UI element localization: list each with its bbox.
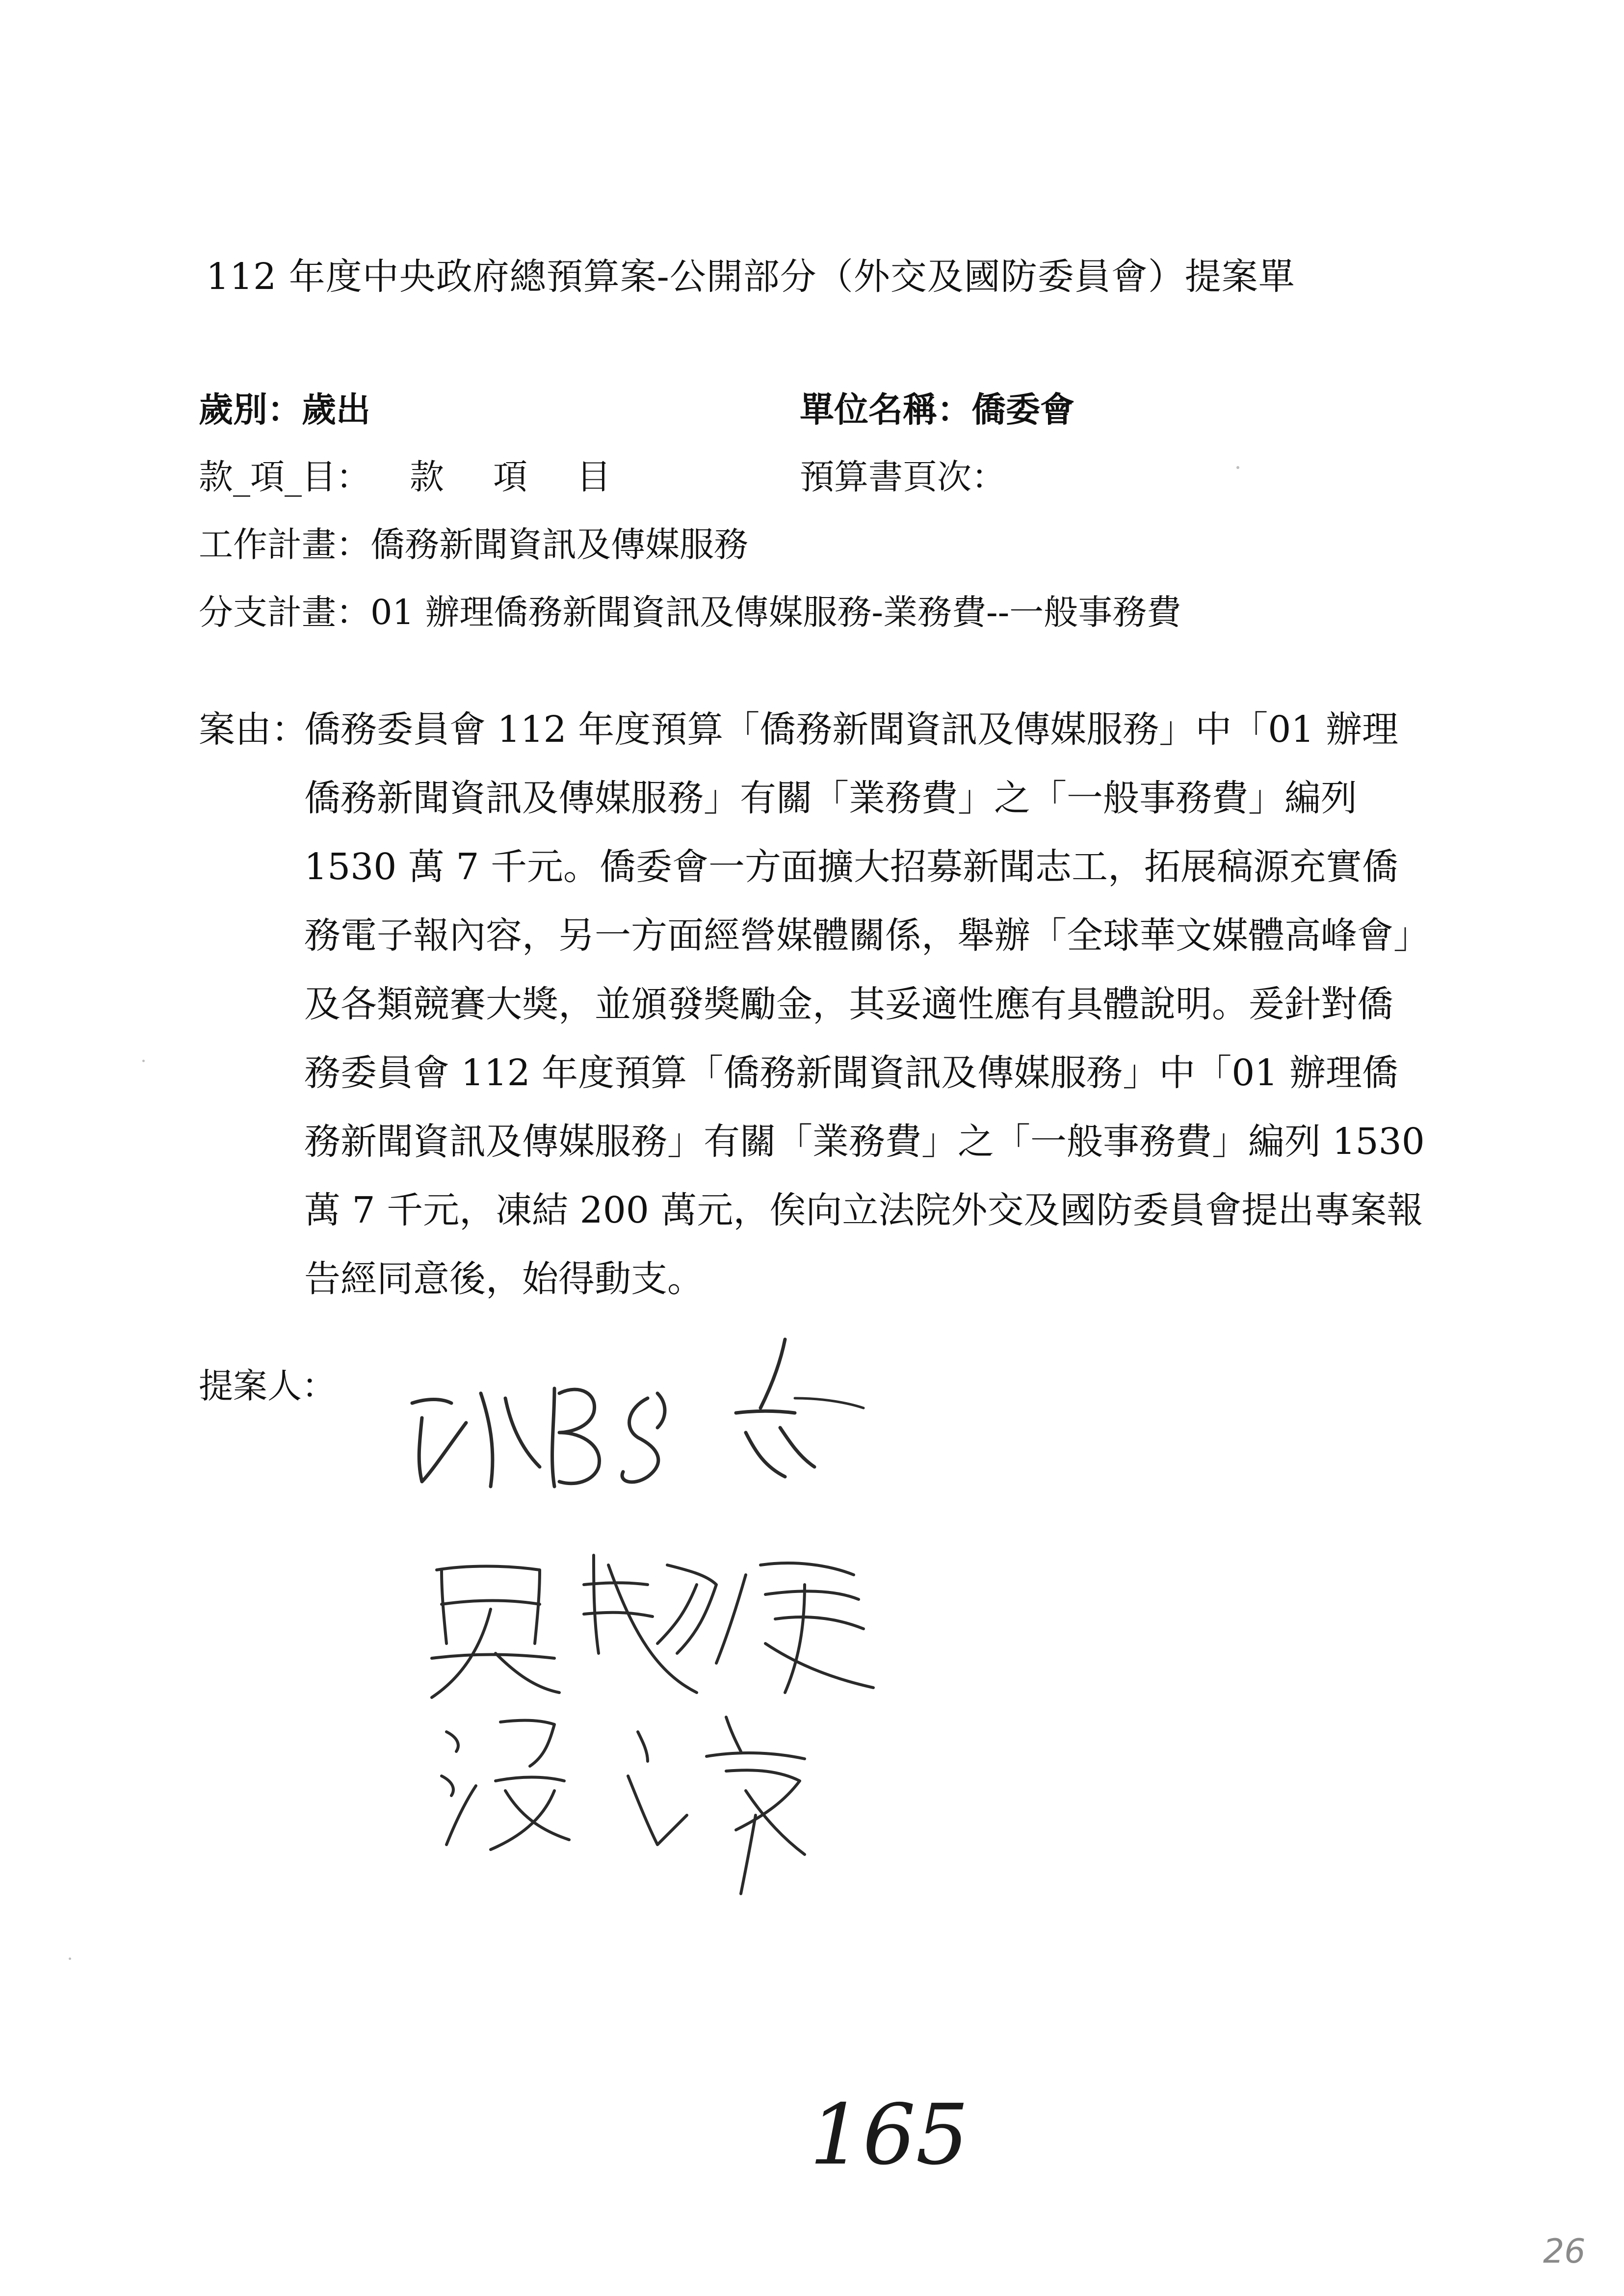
work-plan-field: 工作計畫：僑務新聞資訊及傳媒服務 [199, 524, 748, 565]
signature-2 [422, 1536, 893, 1702]
section-label: 款_項_目： [199, 457, 370, 497]
reason-line: 務新聞資訊及傳媒服務」有關「業務費」之「一般事務費」編列 1530 [304, 1121, 1425, 1163]
section-value-xiang: 項 [493, 457, 527, 497]
unit-name-field: 單位名稱：僑委會 [800, 390, 1074, 430]
reason-line: 僑務委員會 112 年度預算「僑務新聞資訊及傳媒服務」中「01 辦理 [304, 708, 1398, 751]
document-title: 112 年度中央政府總預算案-公開部分（外交及國防委員會）提案單 [206, 256, 1295, 298]
reason-label: 案由： [199, 708, 308, 751]
category-field: 歲別：歲出 [199, 390, 370, 430]
proposer-label: 提案人： [199, 1366, 336, 1406]
scan-speck [142, 1060, 145, 1062]
reason-line: 萬 7 千元，凍結 200 萬元，俟向立法院外交及國防委員會提出專案報 [304, 1189, 1423, 1231]
section-value-mu: 目 [576, 457, 611, 497]
budget-page-field: 預算書頁次： [800, 457, 1006, 497]
reason-line: 僑務新聞資訊及傳媒服務」有關「業務費」之「一般事務費」編列 [304, 777, 1357, 819]
sub-plan-field: 分支計畫：01 辦理僑務新聞資訊及傳媒服務-業務費--一般事務費 [199, 592, 1181, 632]
scan-speck [1236, 466, 1239, 469]
handwritten-page-number [805, 2085, 991, 2183]
reason-line: 務電子報內容，另一方面經營媒體關係，舉辦「全球華文媒體高峰會」 [304, 914, 1430, 957]
reason-line: 告經同意後，始得動支。 [304, 1258, 704, 1300]
handwritten-page-number-text: 165 [810, 2087, 969, 2183]
section-field [199, 457, 611, 497]
reason-line: 及各類競賽大獎，並頒發獎勵金，其妥適性應有具體說明。爰針對僑 [304, 983, 1393, 1025]
scan-speck [69, 1957, 71, 1960]
signature-1 [393, 1325, 883, 1511]
reason-line: 1530 萬 7 千元。僑委會一方面擴大招募新聞志工，拓展稿源充實僑 [304, 846, 1398, 888]
signature-3 [432, 1702, 834, 1899]
section-value-kuan: 款 [410, 457, 444, 497]
corner-page-number-text: 26 [1543, 2232, 1586, 2271]
reason-line: 務委員會 112 年度預算「僑務新聞資訊及傳媒服務」中「01 辦理僑 [304, 1052, 1398, 1094]
corner-page-number [1541, 2227, 1595, 2271]
